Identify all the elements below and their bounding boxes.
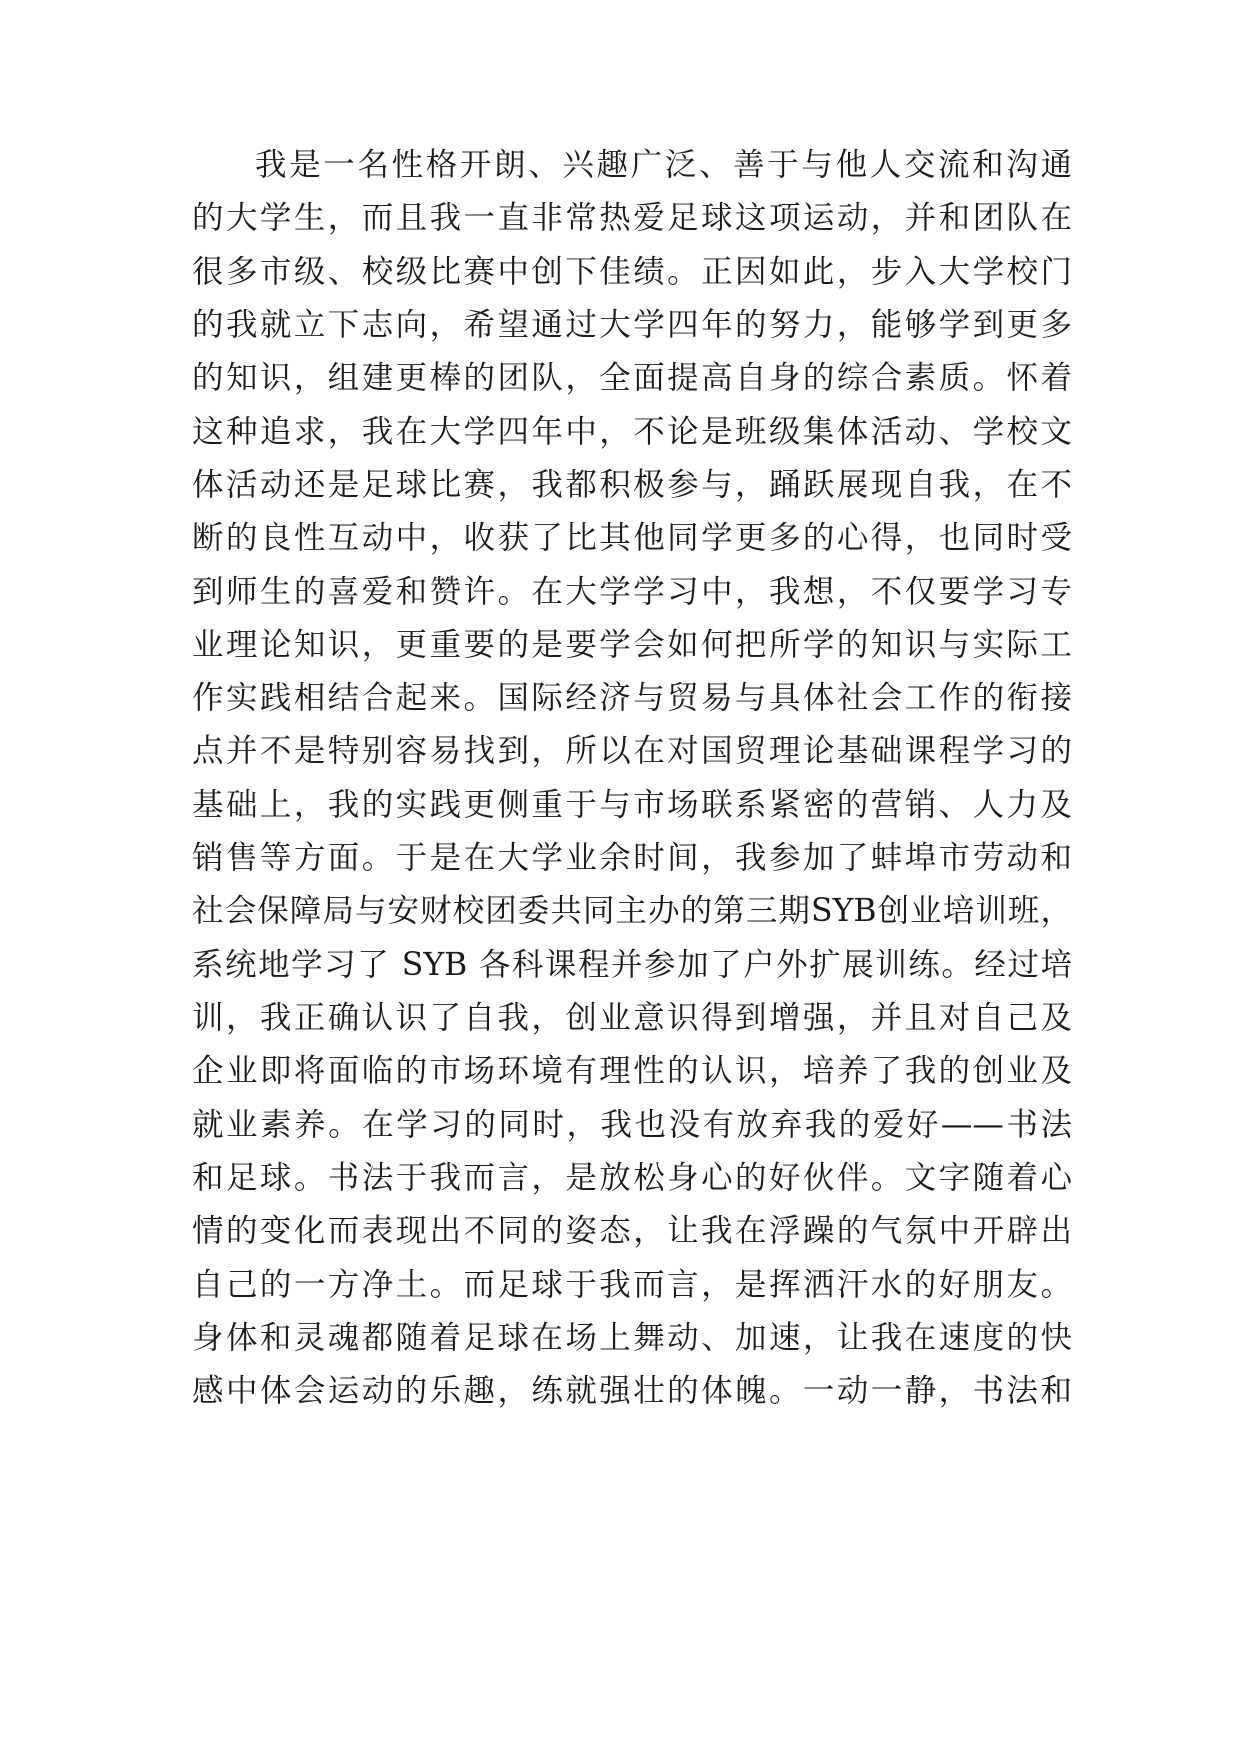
text-line: 业理论知识，更重要的是要学会如何把所学的知识与实际工	[192, 627, 1072, 663]
text-line: 销售等方面。于是在大学业余时间，我参加了蚌埠市劳动和	[192, 840, 1072, 876]
text-line: 社会保障局与安财校团委共同主办的第三期SYB创业培训班，	[192, 893, 1072, 929]
text-line: 我是一名性格开朗、兴趣广泛、善于与他人交流和沟通	[255, 147, 1072, 183]
text-line: 很多市级、校级比赛中创下佳绩。正因如此，步入大学校门	[192, 254, 1072, 290]
text-line: 的我就立下志向，希望通过大学四年的努力，能够学到更多	[192, 307, 1072, 343]
text-line: 情的变化而表现出不同的姿态，让我在浮躁的气氛中开辟出	[192, 1213, 1072, 1249]
text-line: 这种追求，我在大学四年中，不论是班级集体活动、学校文	[192, 414, 1072, 450]
text-line: 的大学生，而且我一直非常热爱足球这项运动，并和团队在	[192, 200, 1072, 236]
text-line: 训，我正确认识了自我，创业意识得到增强，并且对自己及	[192, 1000, 1072, 1036]
text-line: 点并不是特别容易找到，所以在对国贸理论基础课程学习的	[192, 733, 1072, 769]
text-line: 感中体会运动的乐趣，练就强壮的体魄。一动一静，书法和	[192, 1373, 1072, 1409]
text-line: 的知识，组建更棒的团队，全面提高自身的综合素质。怀着	[192, 360, 1072, 396]
text-line: 就业素养。在学习的同时，我也没有放弃我的爱好——书法	[192, 1107, 1072, 1143]
text-line: 体活动还是足球比赛，我都积极参与，踊跃展现自我，在不	[192, 467, 1072, 503]
text-line: 基础上，我的实践更侧重于与市场联系紧密的营销、人力及	[192, 787, 1072, 823]
text-line: 企业即将面临的市场环境有理性的认识，培养了我的创业及	[192, 1053, 1072, 1089]
text-line: 系统地学习了 SYB 各科课程并参加了户外扩展训练。经过培	[192, 947, 1072, 983]
text-line: 自己的一方净土。而足球于我而言，是挥洒汗水的好朋友。	[192, 1267, 1072, 1303]
text-line: 断的良性互动中，收获了比其他同学更多的心得，也同时受	[192, 520, 1072, 556]
text-line: 作实践相结合起来。国际经济与贸易与具体社会工作的衔接	[192, 680, 1072, 716]
text-line: 和足球。书法于我而言，是放松身心的好伙伴。文字随着心	[192, 1160, 1072, 1196]
text-line: 身体和灵魂都随着足球在场上舞动、加速，让我在速度的快	[192, 1320, 1072, 1356]
text-line: 到师生的喜爱和赞许。在大学学习中，我想，不仅要学习专	[192, 574, 1072, 610]
